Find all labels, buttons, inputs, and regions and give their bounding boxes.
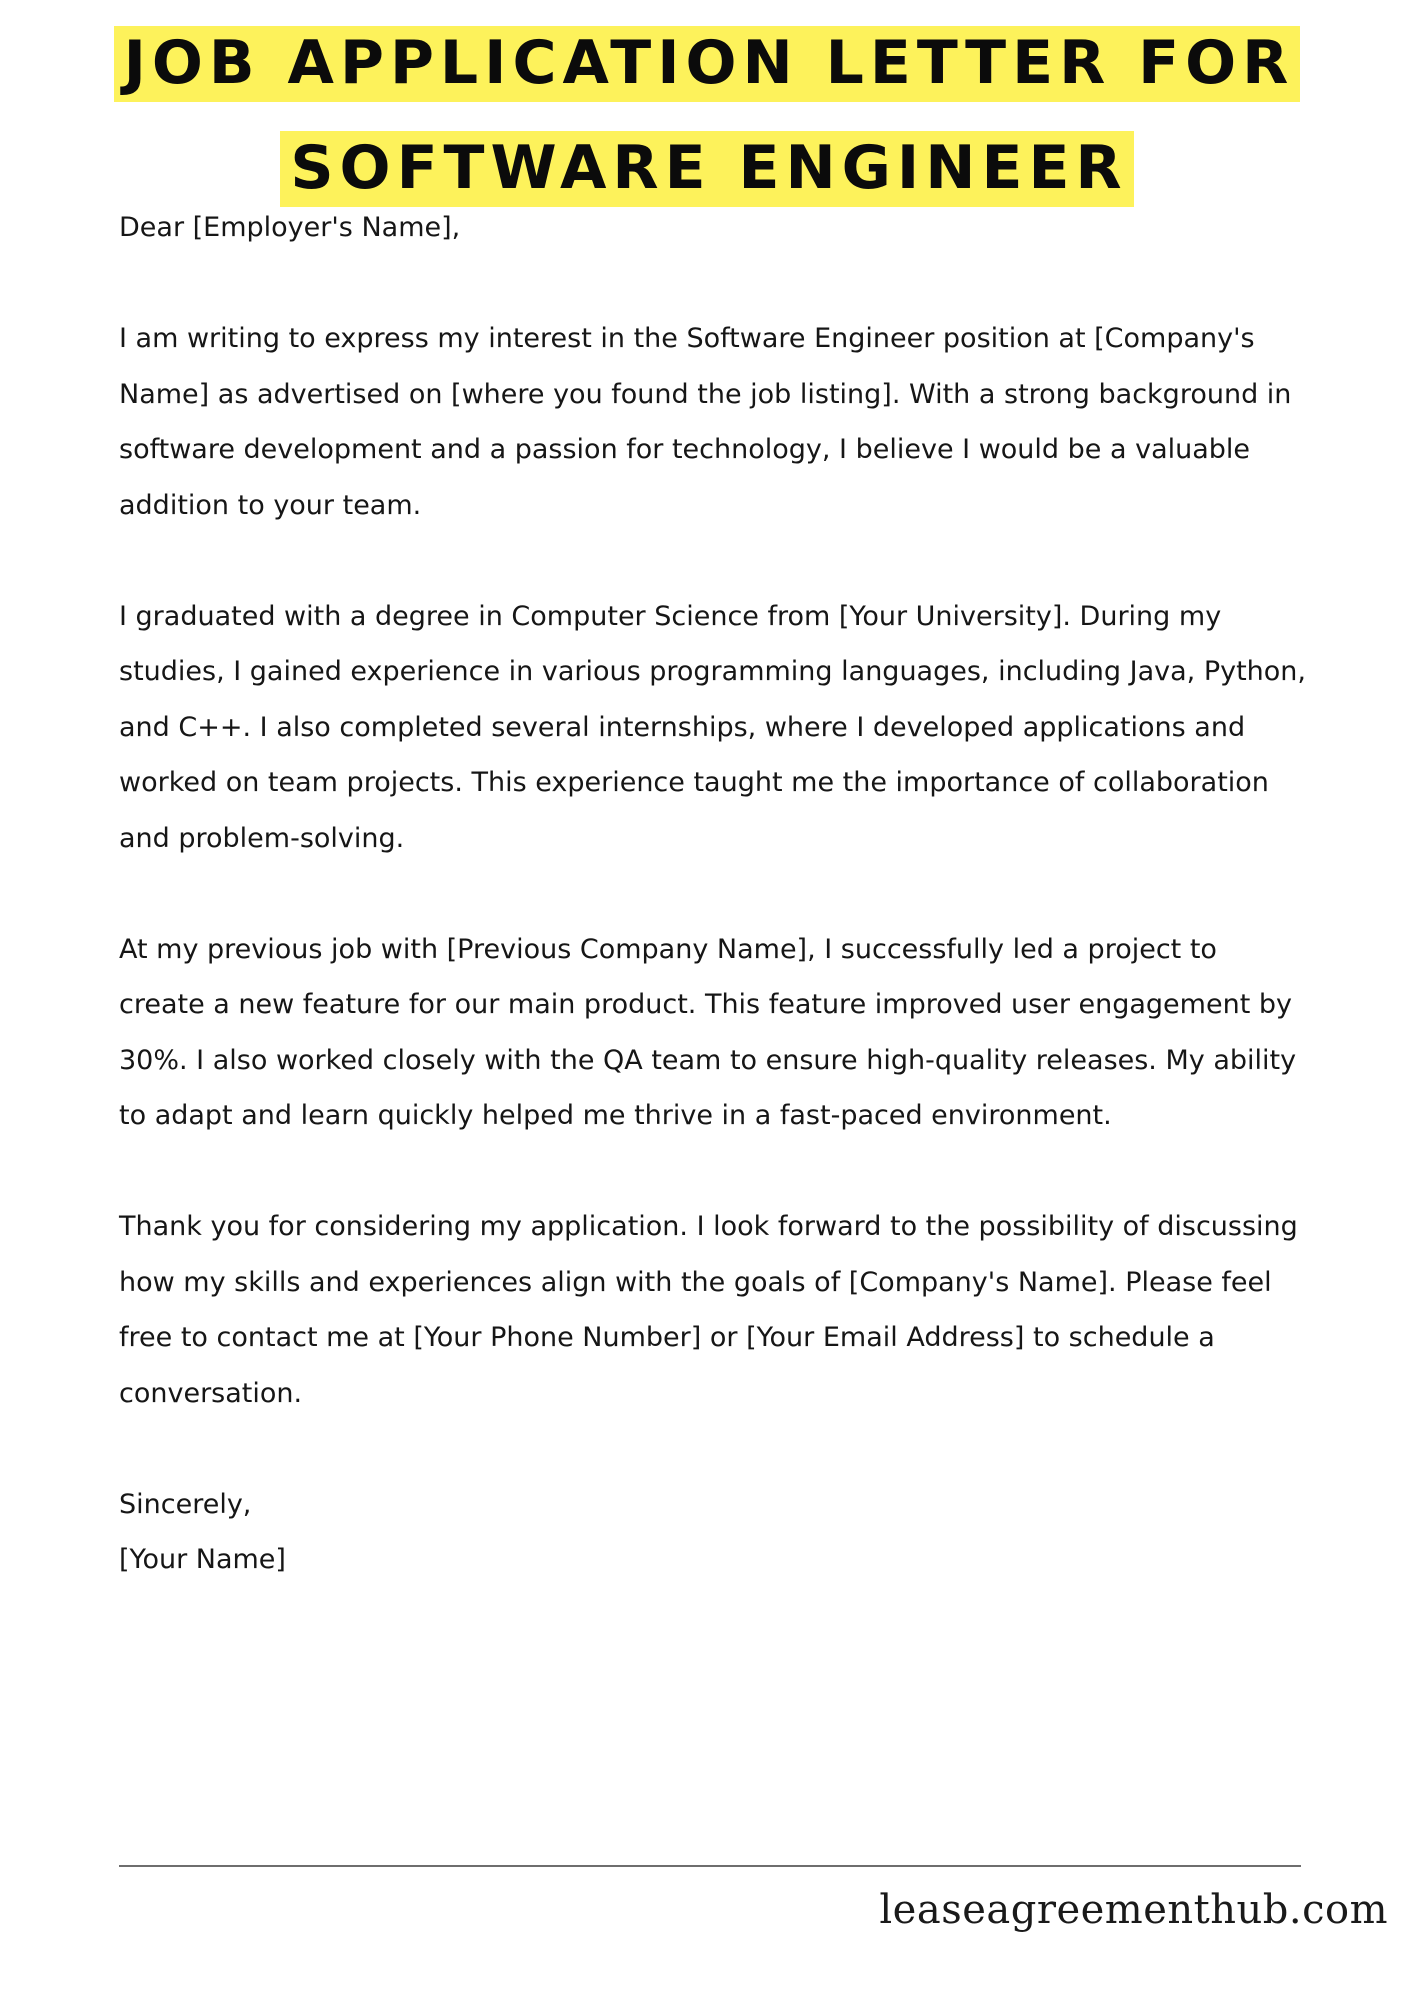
- footer-divider: [119, 1865, 1301, 1867]
- closing: Sincerely,: [119, 1488, 252, 1520]
- paragraph-education: I graduated with a degree in Computer Science from [Your University]. During my studies, I gained experience in various programming languages, including Java, Python, and C++. I also completed several internships, where I developed applications and worked on team projects. This experience taught me the importance of collaboration and problem-solving.: [119, 600, 1306, 854]
- salutation: Dear [Employer's Name],: [119, 212, 461, 243]
- title-line-2: SOFTWARE ENGINEER: [280, 131, 1133, 207]
- paragraph-experience: At my previous job with [Previous Company Name], I successfully led a project to create a new feature for our main product. This feature improved user engagement by 30%. I also worked closely with the QA team to ensure high-quality releases. My ability to adapt and learn quickly helped me thrive in a fast-paced environment.: [119, 933, 1297, 1131]
- letter-title: [0, 18, 1414, 228]
- paragraph-thanks: Thank you for considering my application. I look forward to the possibility of discussing how my skills and experiences align with the goals of [Company's Name]. Please feel free to contact me at [Your Phone Number] or [Your Email Address] to schedule a conversation.: [119, 1211, 1298, 1409]
- signature: [Your Name]: [119, 1544, 286, 1575]
- letter-body: [119, 200, 1309, 1588]
- footer-brand: leaseagreementhub.com: [879, 1887, 1388, 1933]
- paragraph-interest: I am writing to express my interest in the Software Engineer position at [Company's Name] as advertised on [where you found the job listing]. With a strong background in software development and a passion for technology, I believe I would be a valuable addition to your team.: [119, 323, 1292, 521]
- title-line-1: JOB APPLICATION LETTER FOR: [114, 26, 1301, 102]
